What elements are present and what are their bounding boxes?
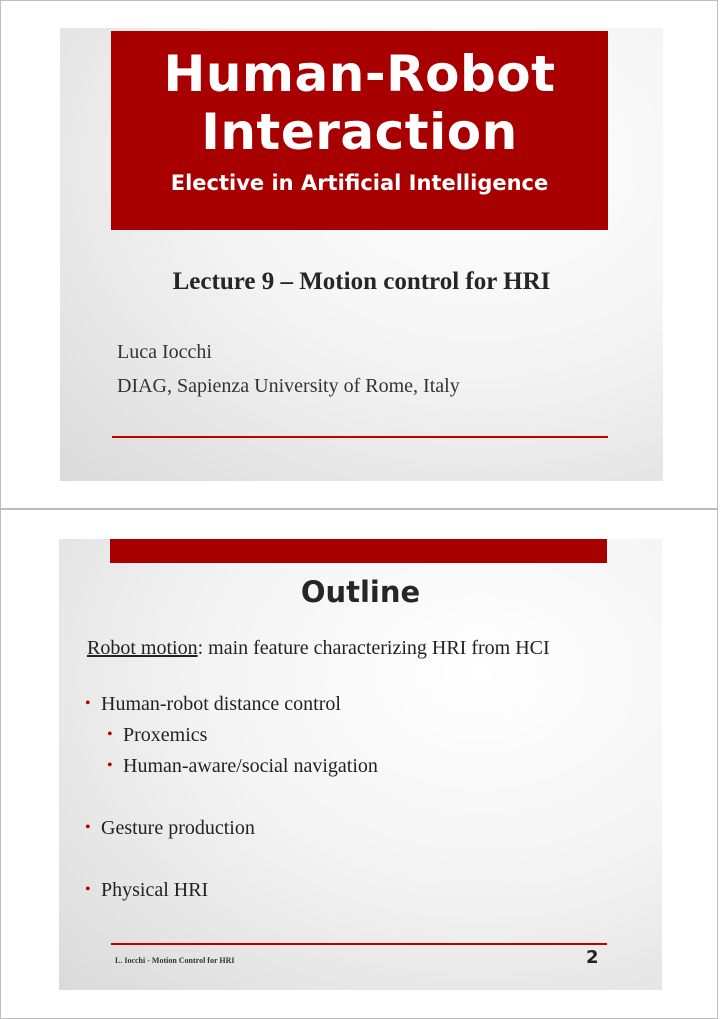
footer-divider — [111, 943, 607, 945]
bullet-list — [59, 539, 662, 990]
bullet-text: Physical HRI — [101, 879, 209, 901]
bullet-item — [85, 817, 255, 840]
bullet-text: Gesture production — [101, 817, 255, 839]
subtitle: Elective in Artificial Intelligence — [170, 171, 549, 195]
title-line-2: Interaction — [201, 103, 518, 161]
page-1 — [0, 0, 718, 509]
sub-bullet-item — [107, 755, 378, 778]
bullet-text: Human-aware/social navigation — [123, 755, 378, 777]
sub-bullet-item — [107, 724, 207, 747]
author-name: Luca Iocchi — [117, 341, 212, 363]
bullet-text: Human-robot distance control — [101, 693, 341, 715]
lecture-title: Lecture 9 – Motion control for HRI — [172, 268, 551, 295]
intro-rest: : main feature characterizing HRI from HCI — [197, 637, 550, 659]
bullet-text: Proxemics — [123, 724, 208, 746]
bullet-icon: • — [107, 757, 113, 774]
bullet-icon: • — [85, 695, 91, 712]
bullet-icon: • — [85, 819, 91, 836]
footer-text: L. Iocchi - Motion Control for HRI — [115, 956, 235, 965]
author-affiliation: DIAG, Sapienza University of Rome, Italy — [117, 375, 460, 397]
slide-2 — [59, 539, 662, 990]
bullet-icon: • — [85, 881, 91, 898]
slide-1 — [60, 28, 663, 481]
bullet-icon: • — [107, 726, 113, 743]
page-number: 2 — [586, 947, 599, 968]
intro-underlined-term: Robot motion — [87, 637, 198, 659]
bullet-item — [85, 693, 341, 716]
title-box — [111, 31, 608, 230]
title-line-1: Human-Robot — [163, 45, 556, 103]
divider-line — [112, 436, 608, 438]
bullet-item — [85, 879, 208, 902]
slide-title: Outline — [300, 575, 421, 609]
